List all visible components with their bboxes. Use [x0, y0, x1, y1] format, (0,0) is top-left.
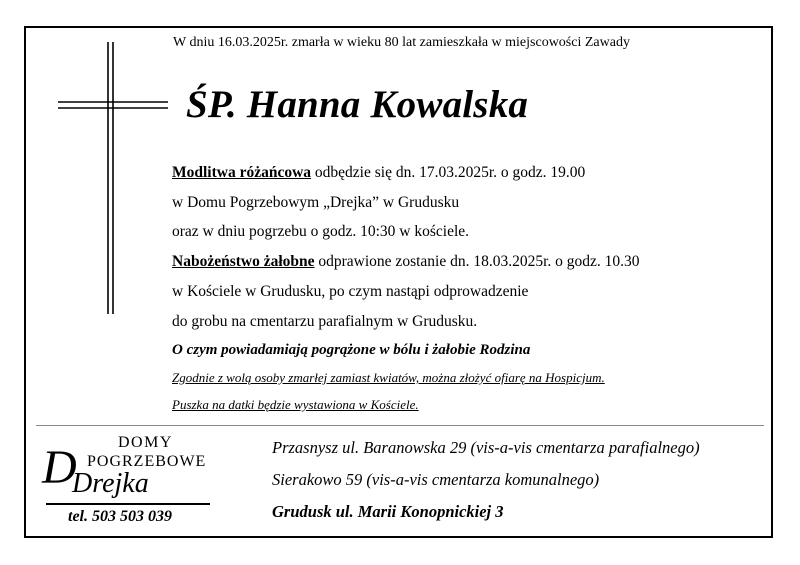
rosary-line-2: w Domu Pogrzebowym „Drejka” w Grudusku: [172, 194, 460, 211]
cross-icon: [58, 42, 170, 314]
rosary-line-1: Modlitwa różańcowa odbędzie się dn. 17.03.2025r. o godz. 19.00: [172, 164, 586, 181]
logo-script-d: D: [42, 441, 77, 494]
mass-line-2: w Kościele w Grudusku, po czym nastąpi odprowadzenie: [172, 283, 529, 300]
logo-underline: [46, 503, 210, 505]
family-closing: O czym powiadamiają pogrążone w bólu i żałobie Rodzina: [172, 342, 531, 358]
rosary-line-3: oraz w dniu pogrzebu o godz. 10:30 w kościele.: [172, 223, 470, 240]
mass-label: Nabożeństwo żałobne: [172, 253, 315, 270]
rosary-label: Modlitwa różańcowa: [172, 164, 312, 181]
deceased-name: ŚP. Hanna Kowalska: [186, 83, 529, 126]
death-announcement: W dniu 16.03.2025r. zmarła w wieku 80 lat zamieszkała w miejscowości Zawady: [173, 35, 630, 50]
phone-number: tel. 503 503 039: [68, 508, 172, 525]
collection-note: Puszka na datki będzie wystawiona w Kościele.: [172, 397, 419, 412]
address-przasnysz: Przasnysz ul. Baranowska 29 (vis-a-vis cmentarza parafialnego): [272, 438, 700, 457]
address-sierakowo: Sierakowo 59 (vis-a-vis cmentarza komunalnego): [272, 470, 600, 489]
logo-line-domy: DOMY: [118, 434, 173, 451]
mass-line-3: do grobu na cmentarzu parafialnym w Grudusku.: [172, 313, 478, 330]
address-grudusk: Grudusk ul. Marii Konopnickiej 3: [272, 502, 504, 521]
funeral-home-logo: [38, 432, 218, 527]
divider: [36, 425, 764, 426]
logo-line-pogrzebowe: POGRZEBOWE: [87, 453, 207, 470]
hospice-note: Zgodnie z wolą osoby zmarłej zamiast kwiatów, można złożyć ofiarę na Hospicjum.: [172, 370, 605, 385]
logo-brand: Drejka: [72, 468, 149, 499]
mass-line-1: Nabożeństwo żałobne odprawione zostanie dn. 18.03.2025r. o godz. 10.30: [172, 253, 640, 270]
